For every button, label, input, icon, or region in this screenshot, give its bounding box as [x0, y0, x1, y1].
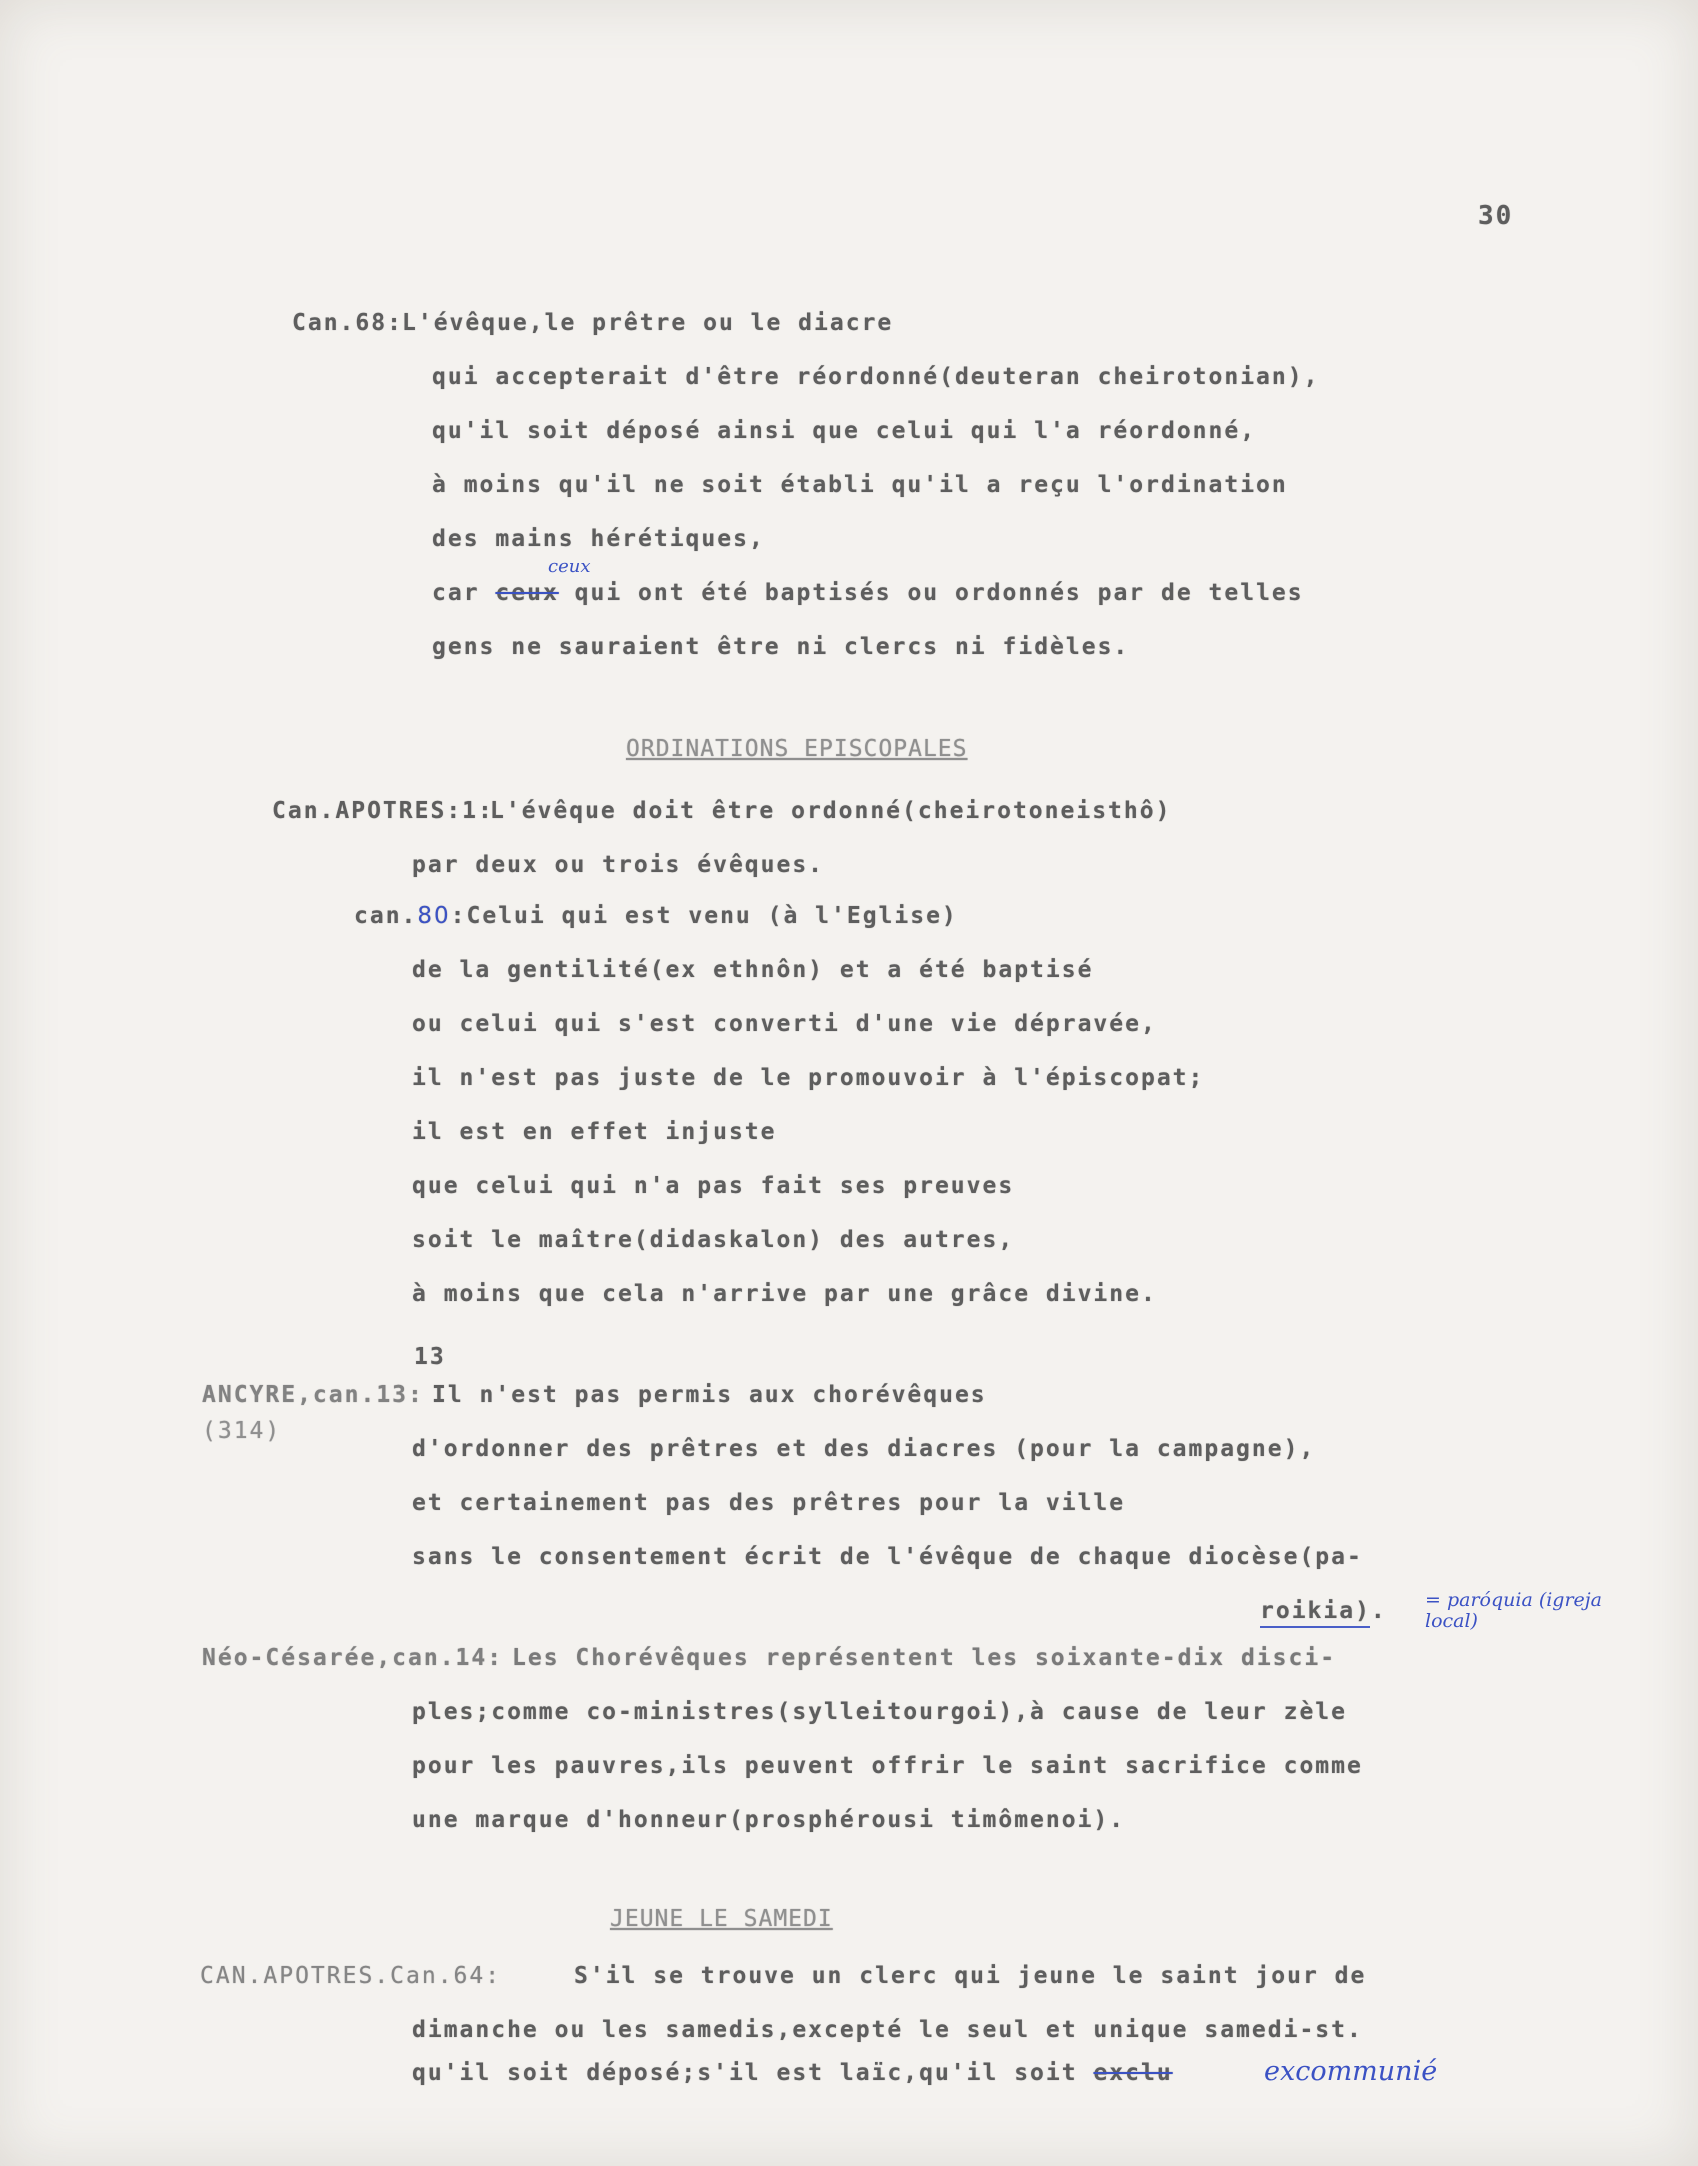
- canon-year: (314): [202, 1418, 282, 1444]
- text-line: soit le maître(didaskalon) des autres,: [412, 1227, 1015, 1253]
- canon-label: CAN.APOTRES.Can.64:: [200, 1963, 502, 1989]
- text-line: par deux ou trois évêques.: [412, 852, 825, 878]
- canon-prefix: can.: [354, 903, 418, 929]
- text-line: ples;comme co-ministres(sylleitourgoi),à cause de leur zèle: [412, 1699, 1347, 1725]
- page-number: 30: [1478, 201, 1514, 231]
- struck-word: ceux: [495, 580, 559, 606]
- text-line: de la gentilité(ex ethnôn) et a été baptisé: [412, 957, 1094, 983]
- text-line: dimanche ou les samedis,excepté le seul et unique samedi-st.: [412, 2017, 1363, 2043]
- section-heading: ORDINATIONS EPISCOPALES: [626, 736, 968, 762]
- text-line: sans le consentement écrit de l'évêque de chaque diocèse(pa-: [412, 1544, 1363, 1570]
- handwritten-underline: [1260, 1626, 1370, 1628]
- handwritten-annotation: ceux: [548, 556, 591, 577]
- text-line: des mains hérétiques,: [432, 526, 765, 552]
- text-line: à moins que cela n'arrive par une grâce divine.: [412, 1281, 1157, 1307]
- text-line: à moins qu'il ne soit établi qu'il a reçu l'ordination: [432, 472, 1288, 498]
- text-fragment: qui ont été baptisés ou ordonnés par de telles: [574, 580, 1304, 606]
- struck-word: exclu: [1093, 2060, 1173, 2086]
- text-fragment: :Celui qui est venu (à l'Eglise): [450, 903, 958, 929]
- text-line: une marque d'honneur(prosphérousi timômenoi).: [412, 1807, 1126, 1833]
- text-fragment: qu'il soit déposé;s'il est laïc,qu'il soit: [412, 2060, 1078, 2086]
- handwritten-annotation: = paróquia (igreja local): [1425, 1589, 1603, 1632]
- text-line: il n'est pas juste de le promouvoir à l'épiscopat;: [412, 1065, 1205, 1091]
- text-line: [354, 905, 958, 928]
- canon-label: Can.68:: [292, 310, 403, 336]
- text-line: que celui qui n'a pas fait ses preuves: [412, 1173, 1015, 1199]
- text-line: Il n'est pas permis aux chorévêques: [432, 1382, 987, 1408]
- text-line: gens ne sauraient être ni clercs ni fidèles.: [432, 634, 1130, 660]
- text-line: il est en effet injuste: [412, 1119, 777, 1145]
- text-line: qui accepterait d'être réordonné(deuteran cheirotonian),: [432, 364, 1320, 390]
- handwritten-annotation: excommunié: [1264, 2056, 1438, 2087]
- text-fragment: car: [432, 580, 480, 606]
- text-line: L'évêque doit être ordonné(cheirotoneisthô): [490, 798, 1172, 824]
- canon-label: Can.APOTRES:1:: [272, 798, 494, 824]
- handwritten-number: 80: [417, 903, 451, 929]
- text-line: S'il se trouve un clerc qui jeune le saint jour de: [574, 1963, 1367, 1989]
- text-line: [432, 582, 1304, 605]
- canon-label: Néo-Césarée,can.14:: [202, 1645, 504, 1671]
- text-line: roikia).: [1260, 1598, 1387, 1624]
- text-line: Les Chorévêques représentent les soixante-dix disci-: [512, 1645, 1337, 1671]
- canon-label: ANCYRE,can.13:: [202, 1382, 424, 1408]
- text-line: [412, 2062, 1173, 2085]
- text-line: d'ordonner des prêtres et des diacres (pour la campagne),: [412, 1436, 1316, 1462]
- section-heading: JEUNE LE SAMEDI: [610, 1906, 833, 1932]
- text-line: L'évêque,le prêtre ou le diacre: [402, 310, 894, 336]
- canon-number: 13: [414, 1344, 446, 1370]
- text-line: pour les pauvres,ils peuvent offrir le saint sacrifice comme: [412, 1753, 1363, 1779]
- text-line: ou celui qui s'est converti d'une vie dépravée,: [412, 1011, 1157, 1037]
- text-line: qu'il soit déposé ainsi que celui qui l'a réordonné,: [432, 418, 1257, 444]
- text-line: et certainement pas des prêtres pour la ville: [412, 1490, 1126, 1516]
